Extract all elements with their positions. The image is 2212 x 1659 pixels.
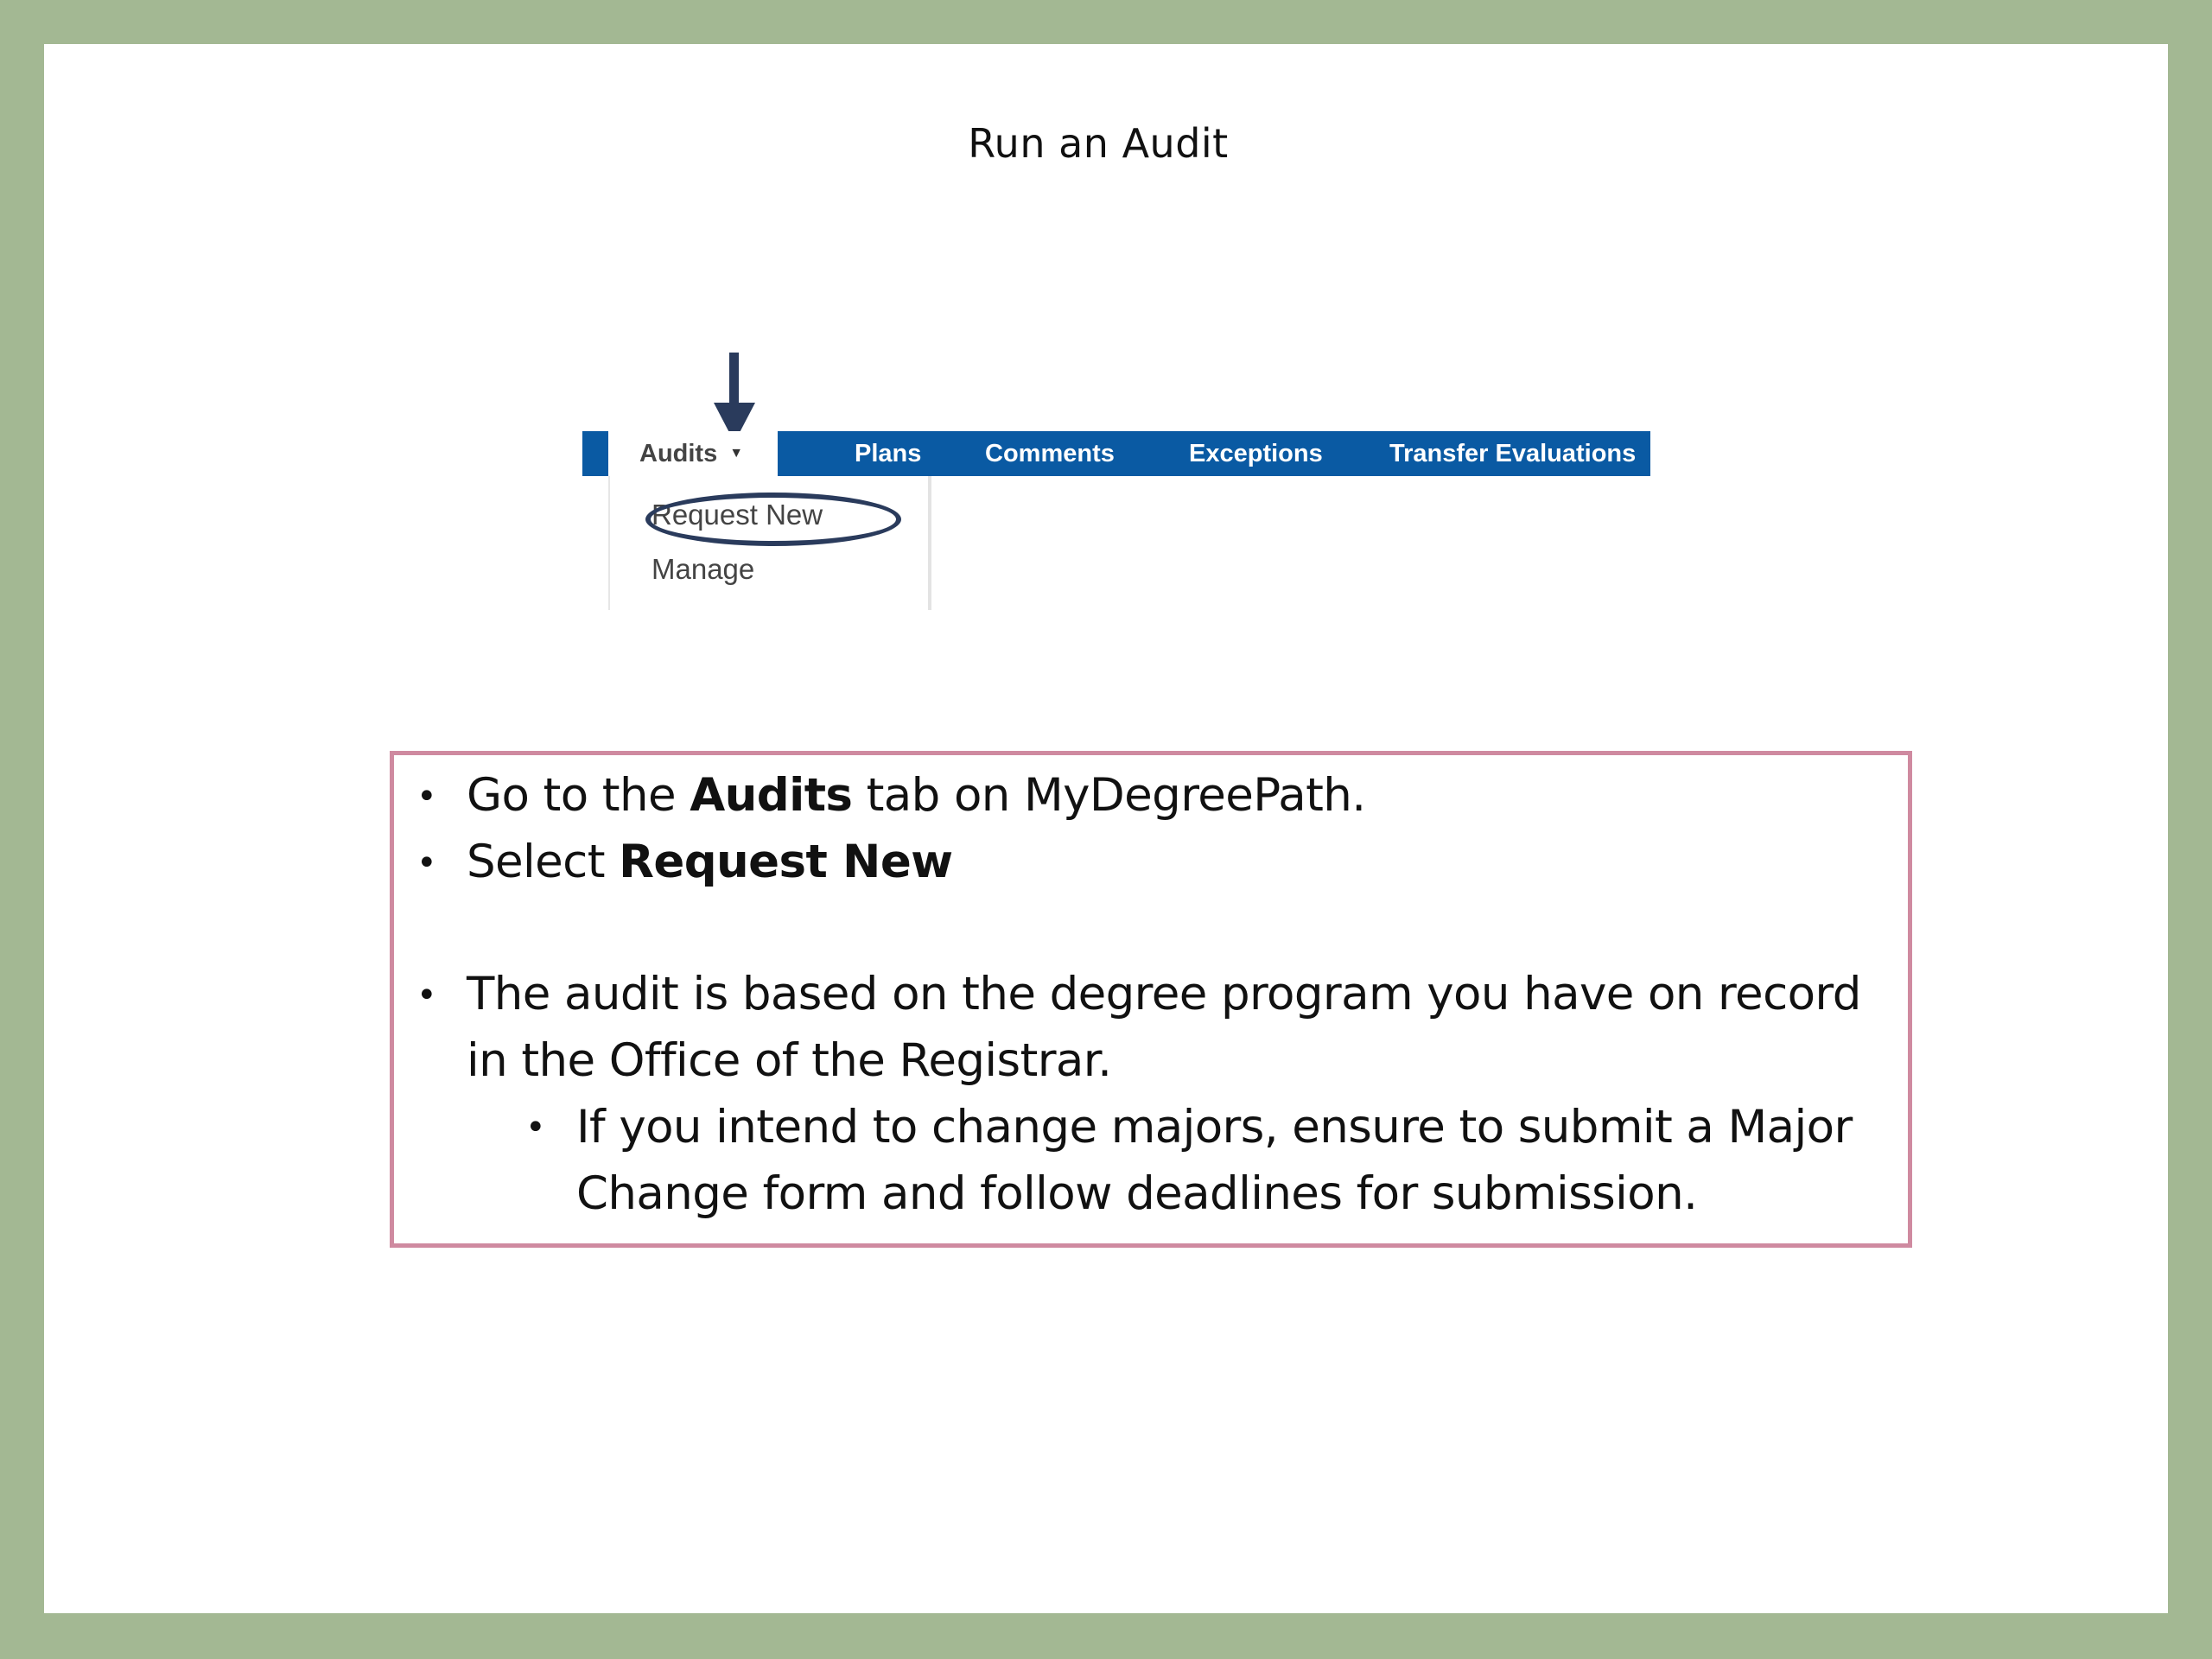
tab-exceptions[interactable]: Exceptions — [1189, 439, 1323, 467]
bullet: • — [416, 976, 437, 1015]
bullet: • — [416, 777, 437, 817]
embedded-screenshot — [582, 299, 1654, 610]
instruction-major-change-line2: Change form and follow deadlines for submission. — [576, 1167, 1698, 1220]
audit-nav-bar — [582, 431, 1650, 476]
instruction-major-change-line1: If you intend to change majors, ensure to submit a Major — [576, 1101, 1853, 1154]
instruction-degree-program-line1: The audit is based on the degree program you have on record — [467, 968, 1861, 1020]
tab-plans[interactable]: Plans — [855, 439, 922, 467]
tab-transfer-evaluations[interactable]: Transfer Evaluations — [1389, 439, 1637, 467]
slide-title: Run an Audit — [968, 120, 1229, 167]
instruction-audits-tab: Go to the Audits tab on MyDegreePath. — [467, 769, 1366, 822]
bullet: • — [416, 843, 437, 883]
highlight-oval — [645, 493, 901, 546]
tab-audits[interactable] — [608, 431, 778, 476]
instruction-request-new: Select Request New — [467, 836, 953, 888]
menu-item-manage[interactable]: Manage — [652, 553, 755, 585]
tab-audits-label: Audits — [639, 439, 718, 467]
bullet: • — [525, 1108, 546, 1147]
menu-item-request-new[interactable]: Request New — [652, 499, 823, 531]
tab-comments[interactable]: Comments — [985, 439, 1115, 467]
instructions-box — [390, 751, 1912, 1248]
slide — [44, 44, 2168, 1613]
caret-down-icon: ▼ — [729, 446, 744, 461]
instruction-degree-program-line2: in the Office of the Registrar. — [467, 1034, 1112, 1087]
